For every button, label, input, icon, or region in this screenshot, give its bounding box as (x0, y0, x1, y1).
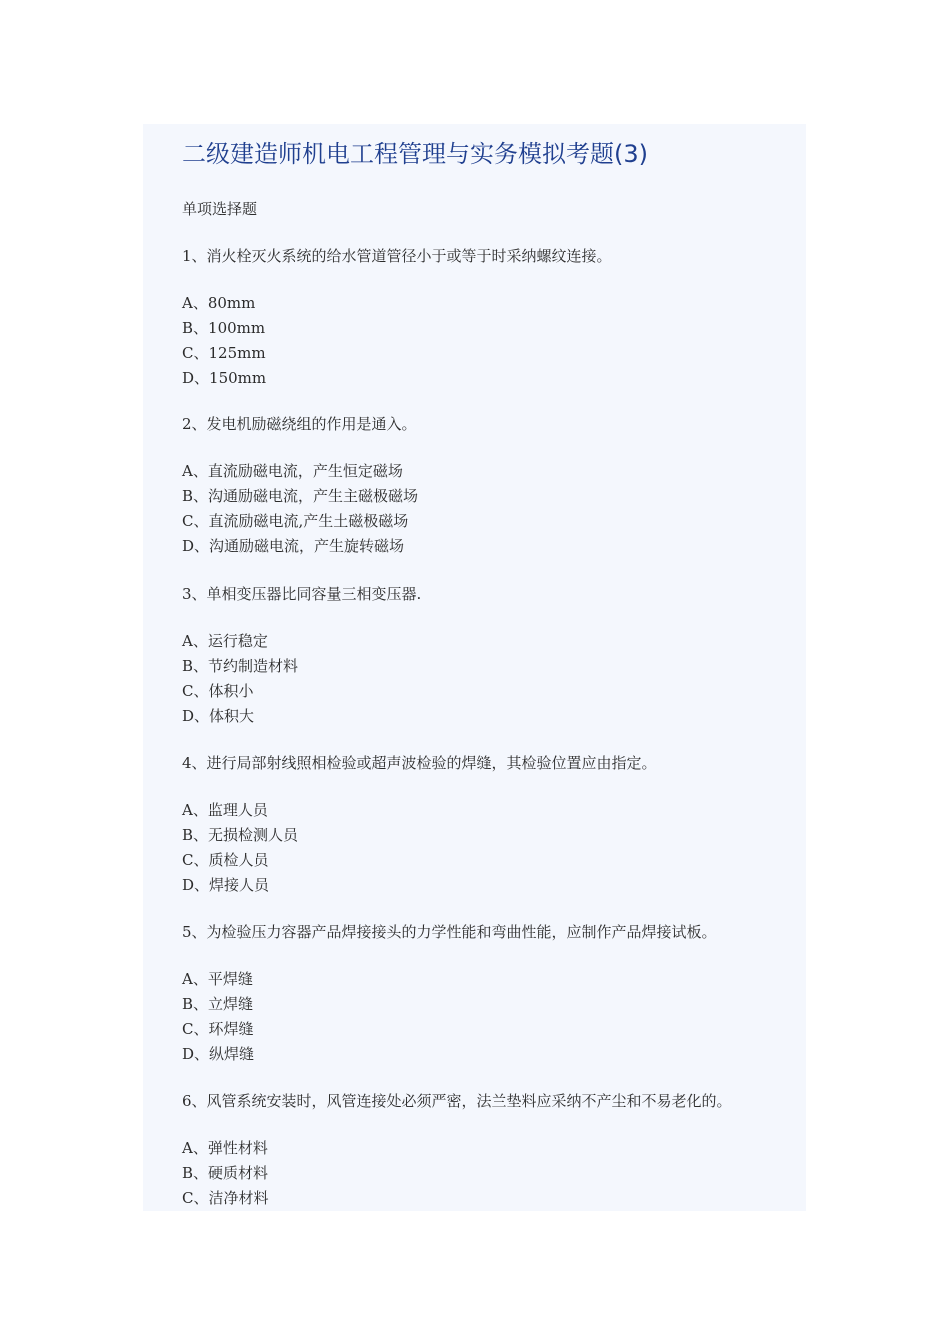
answer-option: A、监理人员 (182, 801, 268, 819)
answer-option: D、纵焊缝 (182, 1045, 255, 1063)
answer-option: A、运行稳定 (182, 632, 268, 650)
answer-option: C、125mm (182, 344, 266, 362)
question-stem: 6、风管系统安装时，风管连接处必须严密，法兰垫料应采纳不产尘和不易老化的。 (182, 1092, 732, 1110)
page-title: 二级建造师机电工程管理与实务模拟考题(3) (182, 140, 648, 168)
answer-option: A、弹性材料 (182, 1139, 268, 1157)
answer-option: C、环焊缝 (182, 1020, 254, 1038)
answer-option: A、平焊缝 (182, 970, 253, 988)
section-heading: 单项选择题 (182, 200, 258, 218)
answer-option: A、直流励磁电流，产生恒定磁场 (182, 462, 403, 480)
answer-option: C、质检人员 (182, 851, 269, 869)
answer-option: A、80mm (182, 294, 256, 312)
answer-option: B、节约制造材料 (182, 657, 299, 675)
answer-option: B、硬质材料 (182, 1164, 269, 1182)
question-stem: 4、进行局部射线照相检验或超声波检验的焊缝，其检验位置应由指定。 (182, 754, 657, 772)
answer-option: D、焊接人员 (182, 876, 270, 894)
answer-option: C、体积小 (182, 682, 254, 700)
answer-option: B、无损检测人员 (182, 826, 299, 844)
answer-option: C、直流励磁电流,产生土磁极磁场 (182, 512, 409, 530)
question-stem: 2、发电机励磁绕组的作用是通入。 (182, 415, 417, 433)
answer-option: B、100mm (182, 319, 266, 337)
answer-option: B、沟通励磁电流，产生主磁极磁场 (182, 487, 419, 505)
answer-option: C、洁净材料 (182, 1189, 269, 1207)
answer-option: D、150mm (182, 369, 267, 387)
question-stem: 3、单相变压器比同容量三相变压器. (182, 585, 422, 603)
answer-option: B、立焊缝 (182, 995, 254, 1013)
question-stem: 5、为检验压力容器产品焊接接头的力学性能和弯曲性能，应制作产品焊接试板。 (182, 923, 717, 941)
question-stem: 1、消火栓灭火系统的给水管道管径小于或等于时采纳螺纹连接。 (182, 247, 612, 265)
answer-option: D、体积大 (182, 707, 255, 725)
answer-option: D、沟通励磁电流，产生旋转磁场 (182, 537, 405, 555)
